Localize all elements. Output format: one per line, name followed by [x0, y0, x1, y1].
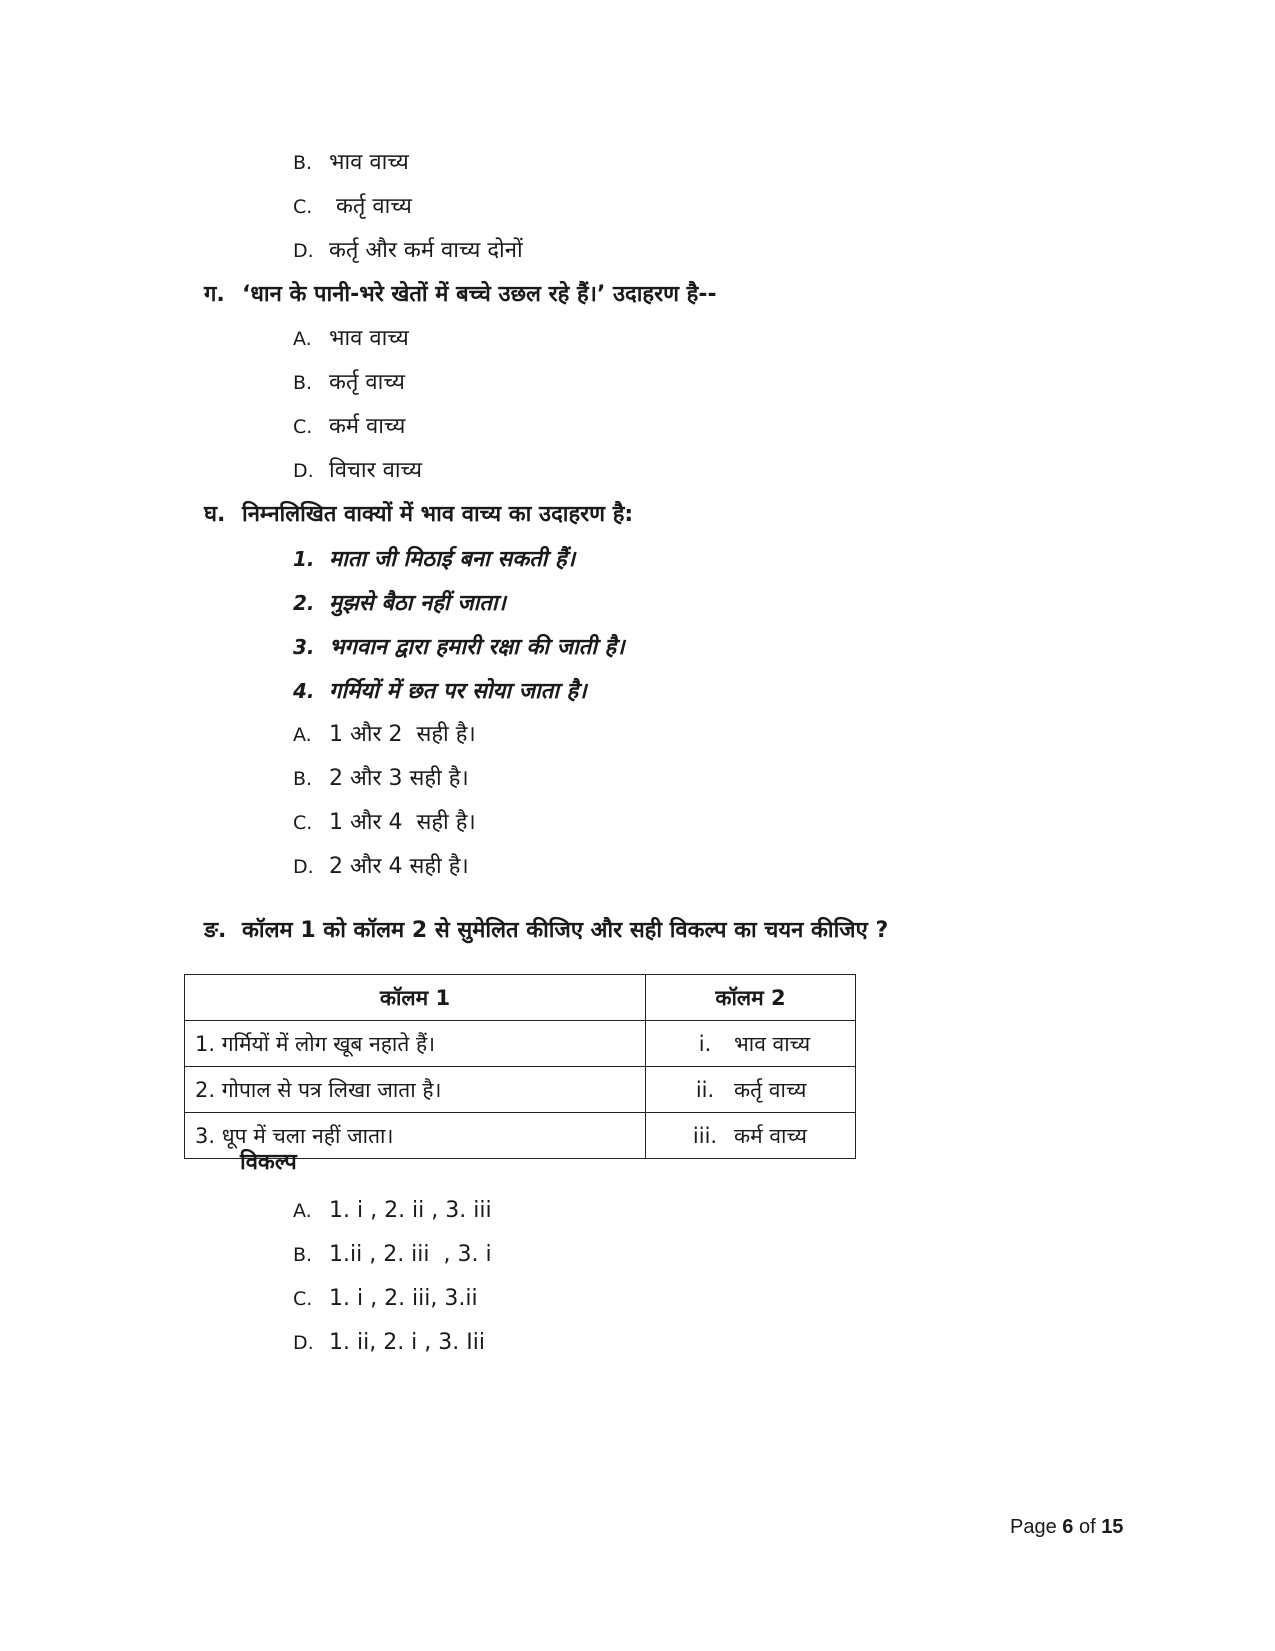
statement-4: 4. गर्मियों में छत पर सोया जाता है। — [293, 679, 587, 704]
table-cell-left: 3. धूप में चला नहीं जाता। — [185, 1113, 646, 1159]
question-gha: घ. निम्नलिखित वाक्यों में भाव वाच्य का उदाहरण है: — [204, 502, 634, 527]
page-footer: Page 6 of 15 — [1010, 1516, 1124, 1538]
choices-heading: विकल्प — [240, 1150, 297, 1175]
table-cell-left: 1. गर्मियों में लोग खूब नहाते हैं। — [185, 1021, 646, 1067]
table-header-col2: कॉलम 2 — [646, 975, 856, 1021]
page-total: 15 — [1101, 1516, 1124, 1538]
table-header-col1: कॉलम 1 — [185, 975, 646, 1021]
option-b: B. 1.ii , 2. iii , 3. i — [293, 1242, 492, 1267]
page-number: 6 — [1062, 1516, 1074, 1538]
option-b: B. 2 और 3 सही है। — [293, 766, 469, 791]
question-nga: ङ. कॉलम 1 को कॉलम 2 से सुमेलित कीजिए और सही विकल्प का चयन कीजिए ? — [204, 918, 889, 943]
table-cell-right: ii. कर्तृ वाच्य — [646, 1067, 856, 1113]
match-table — [184, 974, 856, 1159]
option-c: C. 1. i , 2. iii, 3.ii — [293, 1286, 478, 1311]
option-b: B. भाव वाच्य — [293, 150, 409, 175]
option-d: D. 2 और 4 सही है। — [293, 854, 469, 879]
option-c: C. कर्म वाच्य — [293, 414, 406, 439]
statement-1: 1. माता जी मिठाई बना सकती हैं। — [293, 547, 576, 572]
table-cell-left: 2. गोपाल से पत्र लिखा जाता है। — [185, 1067, 646, 1113]
table-cell-right: iii. कर्म वाच्य — [646, 1113, 856, 1159]
table-header-row — [185, 975, 856, 1021]
option-a: A. 1 और 2 सही है। — [293, 722, 476, 747]
option-c: C. 1 और 4 सही है। — [293, 810, 476, 835]
option-a: A. 1. i , 2. ii , 3. iii — [293, 1198, 492, 1223]
option-d: D. 1. ii, 2. i , 3. Iii — [293, 1330, 485, 1355]
table-row — [185, 1067, 856, 1113]
option-a: A. भाव वाच्य — [293, 326, 409, 351]
question-ga: ग. ‘धान के पानी-भरे खेतों में बच्चे उछल रहे हैं।’ उदाहरण है-- — [204, 282, 717, 307]
option-d: D. विचार वाच्य — [293, 458, 422, 483]
statement-2: 2. मुझसे बैठा नहीं जाता। — [293, 591, 506, 616]
statement-3: 3. भगवान द्वारा हमारी रक्षा की जाती है। — [293, 635, 625, 660]
option-b: B. कर्तृ वाच्य — [293, 370, 405, 395]
table-row — [185, 1021, 856, 1067]
option-c: C. कर्तृ वाच्य — [293, 194, 412, 219]
table-cell-right: i. भाव वाच्य — [646, 1021, 856, 1067]
option-d: D. कर्तृ और कर्म वाच्य दोनों — [293, 238, 523, 263]
